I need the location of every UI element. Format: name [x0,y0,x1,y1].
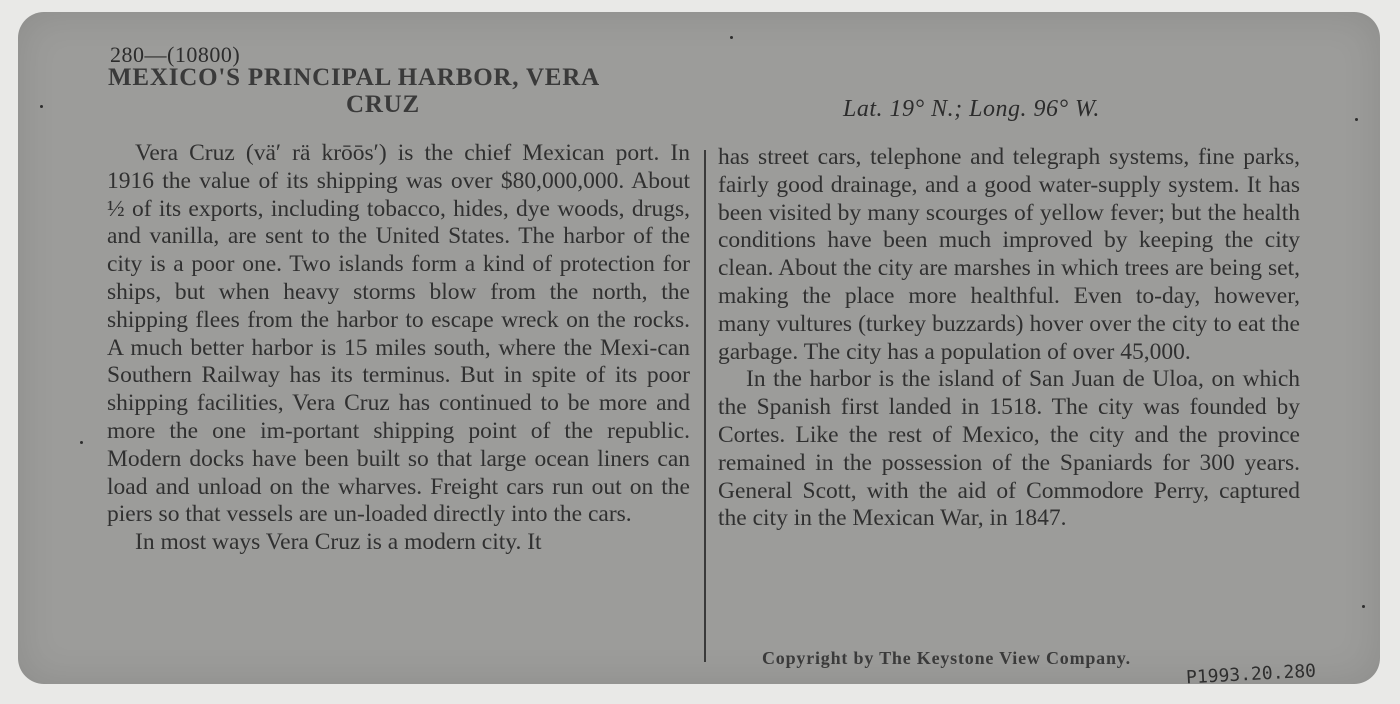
left-text-column [107,140,690,557]
column-divider [704,150,706,662]
right-text-column [718,144,1300,533]
catalog-number: P1993.20.280 [1185,660,1317,689]
right-paragraph-1: has street cars, telephone and telegraph systems, fine parks, fairly good drainage, and a good water-supply system. It has been visited by many scourges of yellow fever; but the health conditions have been much improved by keeping the city clean. About the city are marshes in which trees are being set, making the place more healthful. Even to-day, however, many vultures (turkey buzzards) hover over the city to eat the garbage. The city has a population of over 45,000. [718,144,1300,365]
speck [40,105,43,108]
title-line-1: MEXICO'S PRINCIPAL HARBOR, VERA [108,64,600,91]
card-title [108,64,698,118]
speck [1362,605,1365,608]
speck [80,441,83,444]
coordinates: Lat. 19° N.; Long. 96° W. [843,96,1100,122]
title-line-2: CRUZ [345,91,421,118]
copyright-notice: Copyright by The Keystone View Company. [762,648,1131,668]
card-number: 280—(10800) [110,42,241,67]
speck [1355,118,1358,121]
left-paragraph-2: In most ways Vera Cruz is a modern city. It [135,529,542,556]
left-paragraph-1: Vera Cruz (vä′ rä krōōs′) is the chief Mexican port. In 1916 the value of its shipping was over $80,000,000. About ½ of its exports, including tobacco, hides, dye woods, drugs, and vanilla, are sent to the United States. The harbor of the city is a poor one. Two islands form a kind of protection for ships, but when heavy storms blow from the north, the shipping flees from the harbor to escape wreck on the rocks. A much better harbor is 15 miles south, where the Mexi-can Southern Railway has its terminus. But in spite of its poor shipping facilities, Vera Cruz has continued to be more and more the one im-portant shipping point of the republic. Modern docks have been built so that large ocean liners can load and unload on the wharves. Freight cars run out on the piers so that vessels are un-loaded directly into the cars. [107,140,690,528]
speck [730,36,733,39]
right-paragraph-2: In the harbor is the island of San Juan de Uloa, on which the Spanish first landed in 1518. The city was founded by Cortes. Like the rest of Mexico, the city and the province remained in the possession of the Spaniards for 300 years. General Scott, with the aid of Commodore Perry, captured the city in the Mexican War, in 1847. [718,366,1300,532]
